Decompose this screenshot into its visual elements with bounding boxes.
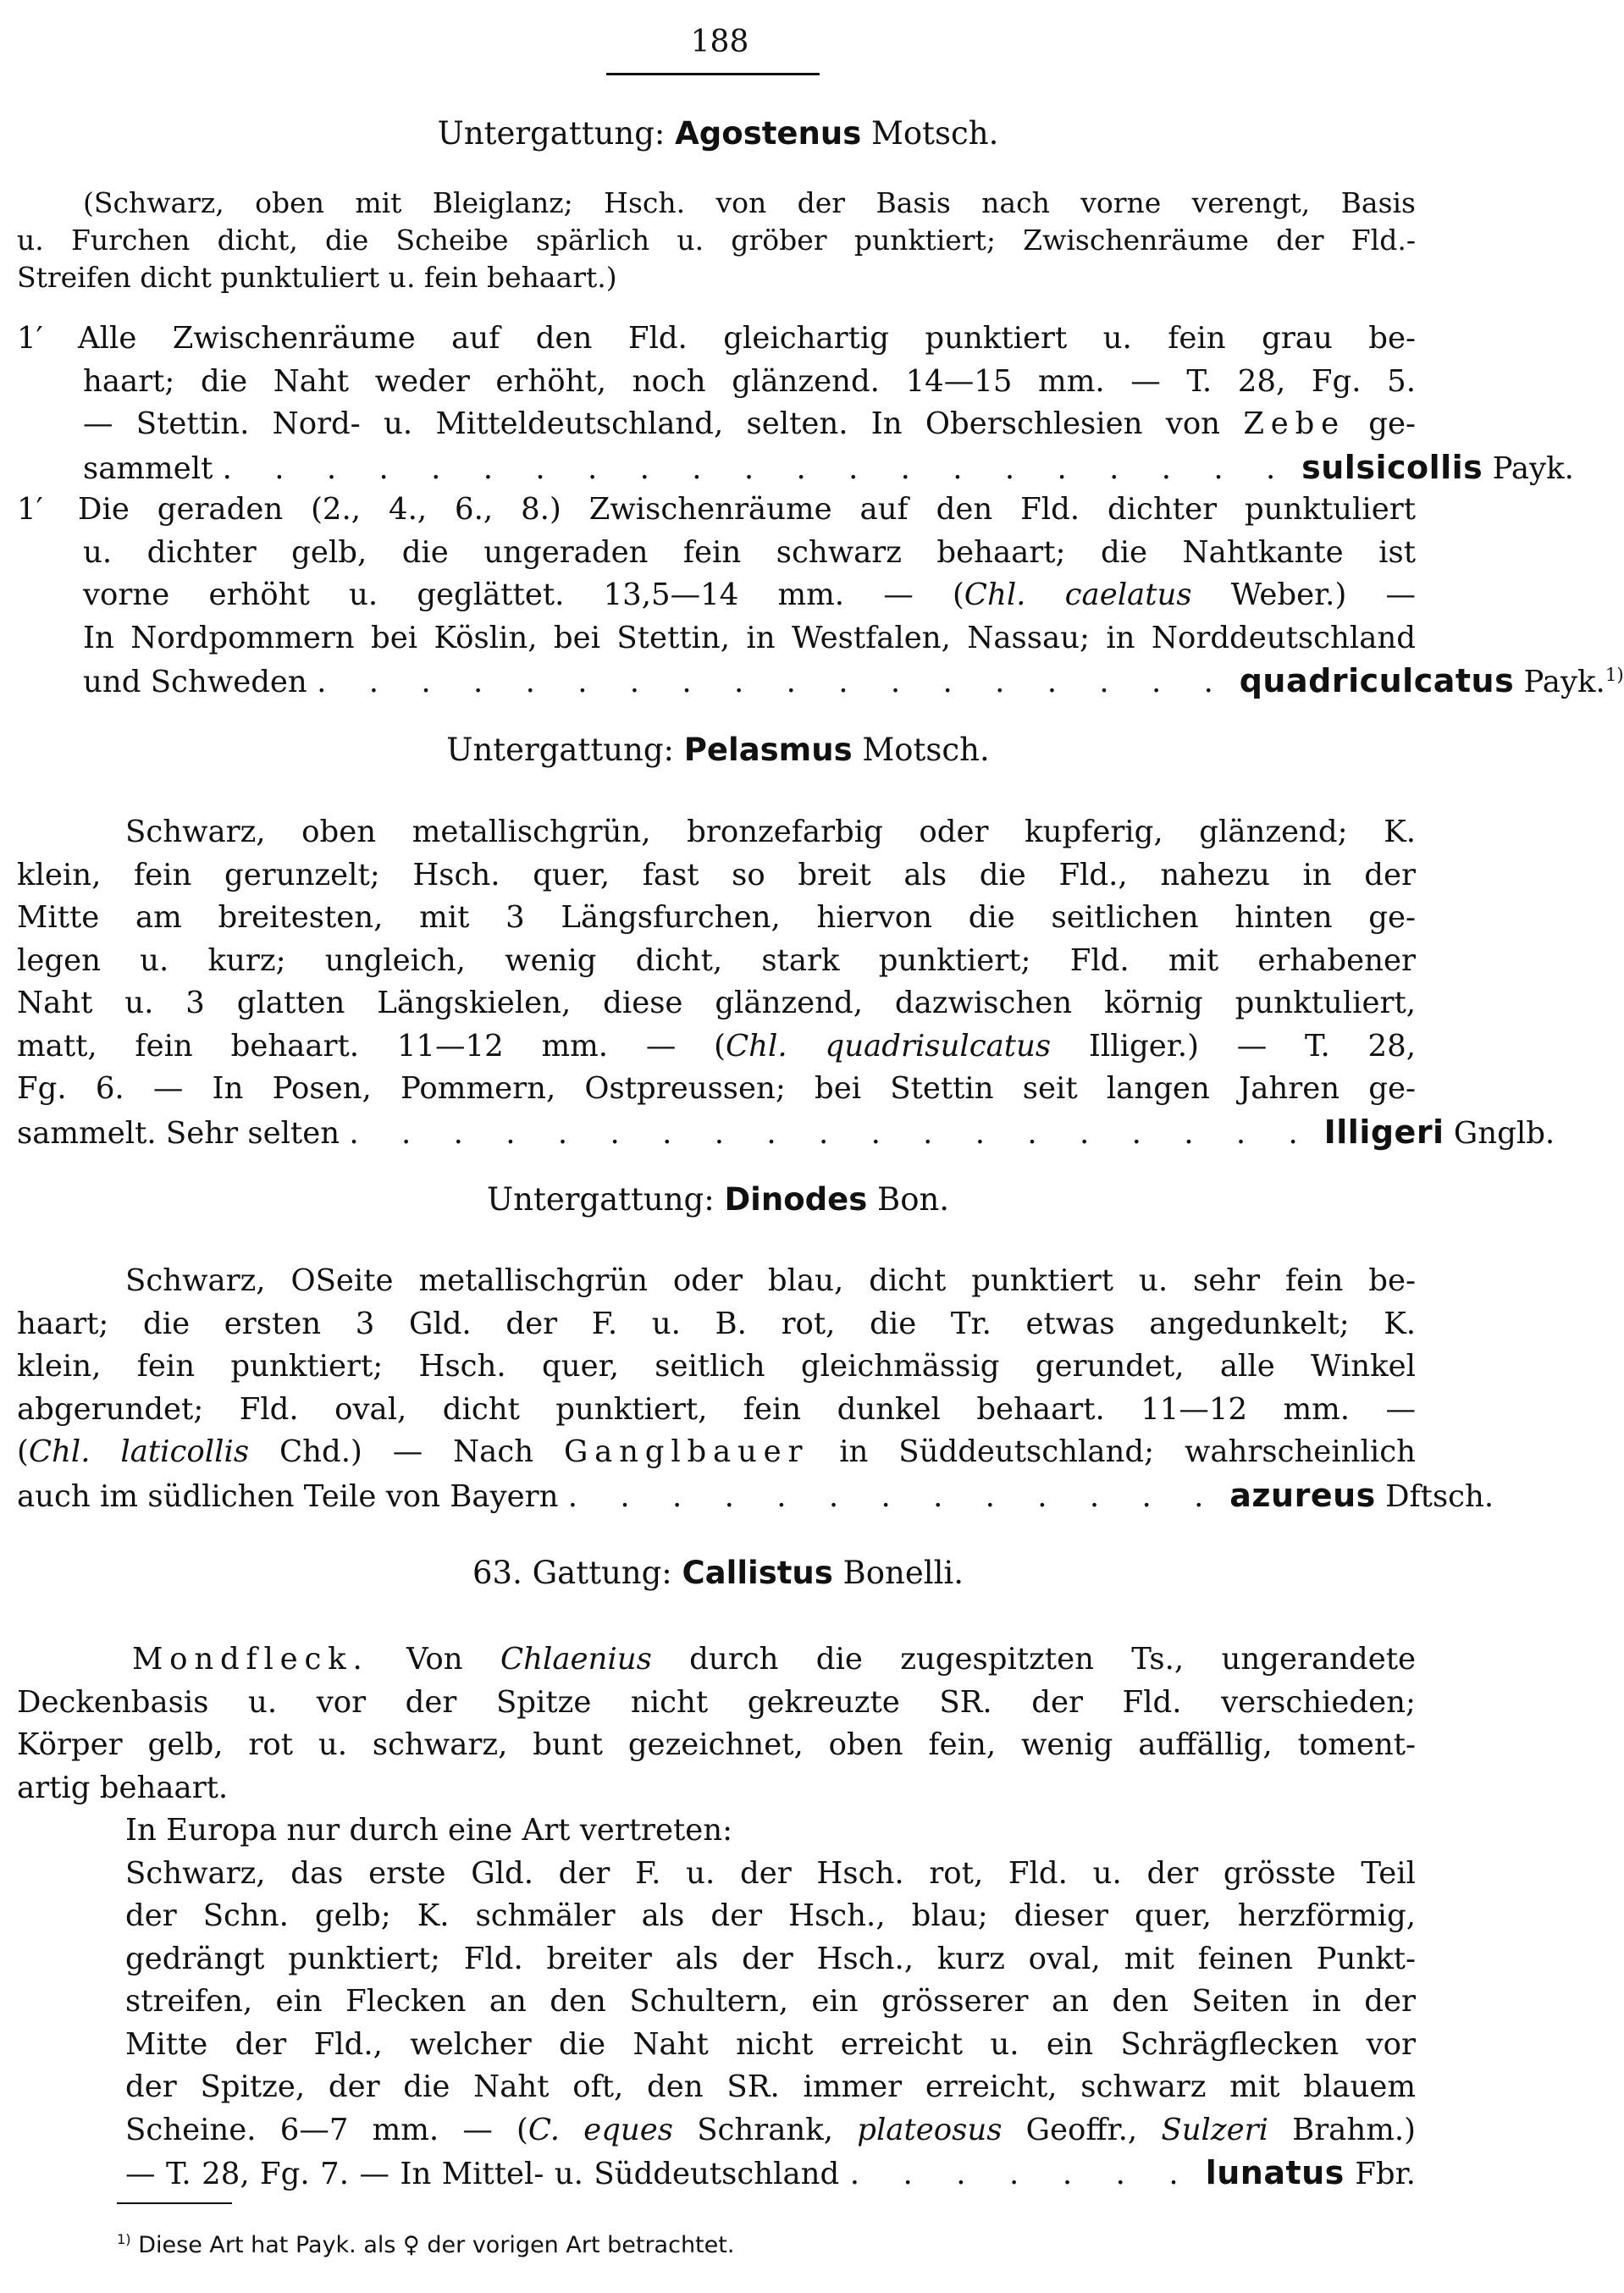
text-line: Schwarz, oben metallischgrün, bronzefarbig oder kupferig, glänzend; K. (125, 815, 1416, 849)
text-line: artig behaart. (17, 1770, 229, 1805)
text-line: u. Furchen dicht, die Scheibe spärlich u. gröber punktiert; Zwischenräume der Fld.- (17, 224, 1416, 257)
text-line: Schwarz, das erste Gld. der F. u. der Hsch. rot, Fld. u. der grösste Teil (125, 1855, 1416, 1891)
text-line: haart; die Naht weder erhöht, noch glänzend. 14—15 mm. — T. 28, Fg. 5. (83, 363, 1416, 399)
heading-prefix: 63. Gattung: (472, 1555, 672, 1591)
leader-dots: . . . . . . . . . . . . . . . . . . . (349, 1115, 1315, 1151)
genus-author: Bonelli. (842, 1555, 964, 1591)
footnote (117, 2230, 1302, 2261)
subgenus-name: Agostenus (675, 115, 862, 152)
text-line: Deckenbasis u. vor der Spitze nicht gekreuzte SR. der Fld. verschieden; (17, 1684, 1416, 1720)
synonym-name: Chl. quadrisulcatus (726, 1028, 1052, 1064)
subgenus-heading-agostenus (0, 113, 1436, 154)
species-author: Gnglb. (1453, 1115, 1555, 1151)
heading-prefix: Untergattung: (446, 732, 675, 768)
text-line: abgerundet; Fld. oval, dicht punktiert, fein dunkel behaart. 11—12 mm. — (17, 1391, 1416, 1427)
species-name: azureus (1229, 1476, 1376, 1514)
author-name: Ganglbauer (563, 1434, 809, 1469)
subgenus-author: Motsch. (871, 115, 999, 152)
text-fragment: Schrank, (697, 2112, 834, 2147)
genus-reference: Chlaenius (500, 1642, 652, 1677)
subgenus-heading-dinodes (0, 1180, 1436, 1220)
text-line: Mitte am breitesten, mit 3 Längsfurchen, hiervon die seitlichen hinten ge- (17, 900, 1416, 935)
species-author: Fbr. (1355, 2157, 1416, 2191)
text-line: streifen, ein Flecken an den Schultern, ein grösserer an den Seiten in der (125, 1984, 1416, 2019)
text-line: gedrängt punktiert; Fld. breiter als der Hsch., kurz oval, mit feinen Punkt- (125, 1941, 1416, 1976)
footnote-rule (117, 2202, 232, 2204)
text-line: Naht u. 3 glatten Längskielen, diese glänzend, dazwischen körnig punktuliert, (17, 986, 1416, 1020)
genus-name: Callistus (682, 1555, 833, 1591)
couplet-1a (17, 318, 1574, 489)
text-line: — Stettin. Nord- u. Mitteldeutschland, selten. In Oberschlesien von (83, 406, 1221, 441)
text-fragment: Illiger.) — T. 28, (1088, 1028, 1417, 1064)
species-name: quadriculcatus (1239, 662, 1515, 699)
subgenus-author: Bon. (877, 1181, 950, 1218)
text-line: Streifen dicht punktuliert u. fein behaart.) (17, 261, 617, 294)
text-line: In Europa nur durch eine Art vertreten: (125, 1813, 733, 1848)
text-line: u. dichter gelb, die ungeraden fein schwarz behaart; die Nahtkante ist (83, 534, 1416, 570)
species-author: Payk. (1492, 450, 1574, 486)
text-line: klein, fein gerunzelt; Hsch. quer, fast so breit als die Fld., nahezu in der (17, 857, 1416, 892)
text-fragment: in Süddeutschland; wahrscheinlich (839, 1434, 1416, 1469)
text-line: klein, fein punktiert; Hsch. quer, seitlich gleichmässig gerundet, alle Winkel (17, 1349, 1416, 1384)
text-line: sammelt (83, 450, 213, 486)
footnote-mark: 1) (117, 2231, 131, 2247)
species-name: Illigeri (1323, 1113, 1444, 1151)
leader-dots: . . . . . . . . . . . . . (567, 1478, 1220, 1514)
text-line: Die geraden (2., 4., 6., 8.) Zwischenräume auf den Fld. dichter punktuliert (78, 492, 1416, 527)
text-fragment: Geoffr., (1025, 2112, 1138, 2147)
text-line: In Nordpommern bei Köslin, bei Stettin, in Westfalen, Nassau; in Norddeutschland (83, 620, 1416, 655)
couplet-number: 1′ (17, 321, 43, 356)
subgenus-name: Dinodes (724, 1181, 868, 1218)
text-line: vorne erhöht u. geglättet. 13,5—14 mm. — ( (83, 577, 964, 612)
agostenus-intro (17, 185, 1416, 296)
text-fragment: Brahm.) (1292, 2112, 1417, 2147)
subgenus-heading-pelasmus (0, 730, 1436, 771)
text-line: Alle Zwischenräume auf den Fld. gleichartig punktiert u. fein grau be- (78, 321, 1416, 356)
text-line: Mitte der Fld., welcher die Naht nicht erreicht u. ein Schrägflecken vor (125, 2026, 1416, 2062)
text-line: der Spitze, der die Naht oft, den SR. immer erreicht, schwarz mit blauem (125, 2069, 1416, 2104)
leader-dots: . . . . . . . . . . . . . . . . . . . . . (222, 450, 1292, 486)
text-line: auch im südlichen Teile von Bayern (17, 1478, 559, 1514)
text-fragment: durch die zugespitzten Ts., ungerandete (689, 1642, 1416, 1677)
species-author: Dftsch. (1385, 1478, 1494, 1514)
common-name: Mondfleck. (132, 1642, 369, 1677)
subgenus-name: Pelasmus (683, 732, 853, 768)
species-name: sulsicollis (1301, 448, 1483, 486)
synonym-name: plateosus (857, 2112, 1003, 2147)
text-line: Schwarz, OSeite metallischgrün oder blau, dicht punktiert u. sehr fein be- (125, 1263, 1416, 1298)
leader-dots: . . . . . . . . . . . . . . . . . . (317, 665, 1230, 699)
footnote-text: Diese Art hat Payk. als ♀ der vorigen Art betrachtet. (138, 2232, 735, 2258)
text-line: (Schwarz, oben mit Bleiglanz; Hsch. von der Basis nach vorne verengt, Basis (83, 186, 1416, 219)
page-number: 188 (690, 25, 749, 59)
text-fragment: Chd.) — Nach (279, 1434, 534, 1469)
heading-prefix: Untergattung: (486, 1181, 715, 1218)
dinodes-description (17, 1260, 1494, 1517)
synonym-name: Chl. laticollis (28, 1434, 250, 1469)
text-line: — T. 28, Fg. 7. — In Mittel- u. Süddeutschland (125, 2157, 840, 2191)
text-fragment: Weber.) — (1230, 577, 1416, 612)
subgenus-author: Motsch. (862, 732, 990, 768)
text-line: der Schn. gelb; K. schmäler als der Hsch., blau; dieser quer, herzförmig, (125, 1898, 1416, 1933)
collector-name: Zebe (1243, 406, 1345, 441)
text-line: Körper gelb, rot u. schwarz, bunt gezeichnet, oben fein, wenig auffällig, toment- (17, 1727, 1416, 1762)
leader-dots: . . . . . . . (849, 2157, 1196, 2191)
synonym-name: Chl. caelatus (964, 577, 1192, 612)
text-line: legen u. kurz; ungleich, wenig dicht, stark punktiert; Fld. mit erhabener (17, 942, 1416, 978)
genus-heading-callistus (0, 1553, 1436, 1594)
heading-prefix: Untergattung: (437, 115, 666, 152)
species-name: lunatus (1205, 2154, 1345, 2191)
couplet-1b (17, 489, 1624, 703)
pelasmus-description (17, 811, 1555, 1153)
page-number-rule (606, 73, 820, 75)
text-line: haart; die ersten 3 Gld. der F. u. B. rot, die Tr. etwas angedunkelt; K. (17, 1306, 1416, 1341)
text-line: matt, fein behaart. 11—12 mm. — ( (17, 1028, 726, 1064)
species-author: Payk. (1523, 665, 1605, 699)
text-line: Fg. 6. — In Posen, Pommern, Ostpreussen; bei Stettin seit langen Jahren ge- (17, 1071, 1416, 1106)
couplet-number: 1′ (17, 492, 43, 527)
text-line: und Schweden (83, 665, 307, 699)
text-fragment: Scheine. 6—7 mm. — ( (125, 2112, 528, 2147)
callistus-description (17, 1638, 1416, 2195)
text-line: sammelt. Sehr selten (17, 1115, 340, 1151)
synonym-name: Sulzeri (1161, 2112, 1268, 2147)
text-fragment: ge- (1368, 406, 1416, 441)
synonym-name: C. eques (528, 2112, 674, 2147)
text-fragment: ( (17, 1434, 29, 1469)
footnote-reference: 1) (1605, 665, 1624, 687)
text-fragment: Von (406, 1642, 463, 1677)
